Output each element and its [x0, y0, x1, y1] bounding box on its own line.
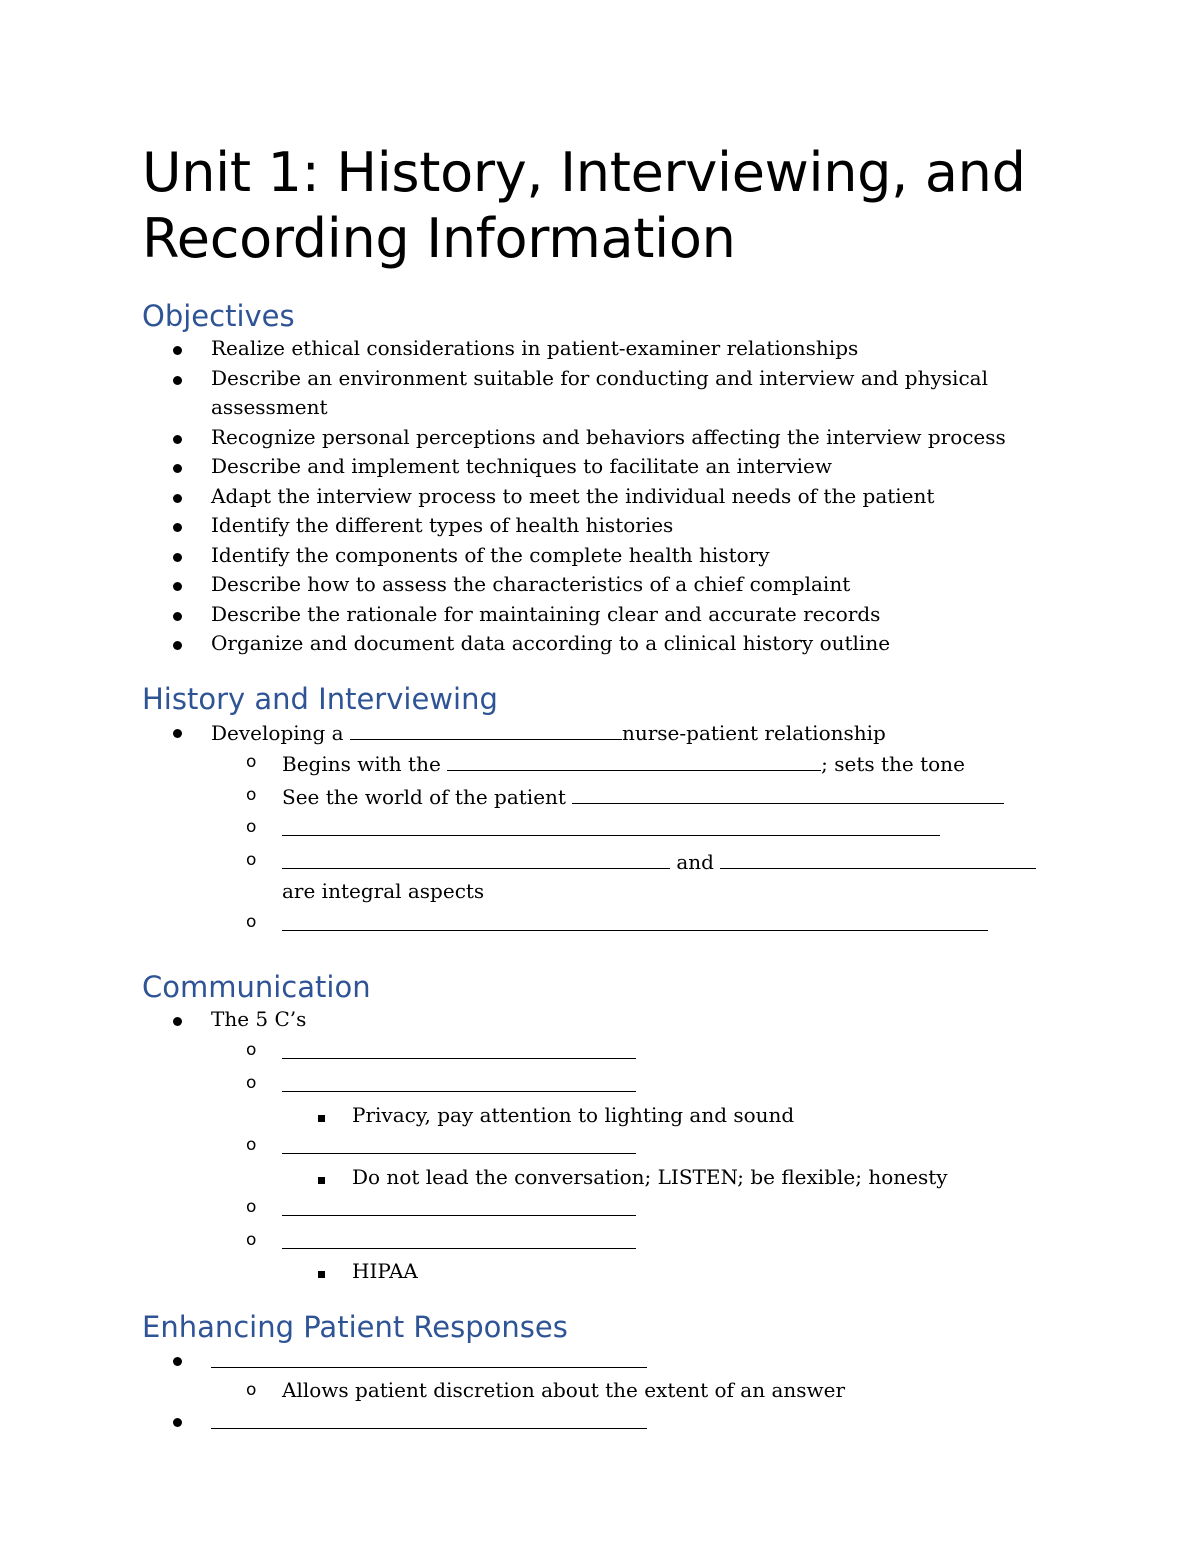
- hollow-circle-bullet-icon: o: [246, 1135, 257, 1155]
- list-item: [142, 1131, 1062, 1163]
- list-item: Organize and document data according to a clinical history outline: [142, 629, 1062, 659]
- communication-list: [142, 1005, 1062, 1287]
- hollow-circle-bullet-icon: o: [246, 784, 257, 805]
- list-item: [142, 1193, 1062, 1225]
- title-line-1: Unit 1: History, Interviewing, and: [142, 141, 1026, 204]
- fill-in-blank[interactable]: [282, 1131, 636, 1154]
- document-content: [142, 140, 1062, 1437]
- square-bullet-icon: [318, 1163, 325, 1193]
- hollow-circle-bullet-icon: o: [246, 752, 257, 772]
- list-item: [142, 1069, 1062, 1101]
- list-item: Privacy, pay attention to lighting and sound: [142, 1101, 1062, 1131]
- list-item: [142, 1226, 1062, 1258]
- list-item: [142, 1345, 1062, 1377]
- bullet-icon: [173, 334, 182, 364]
- list-item: Realize ethical considerations in patient-examiner relationships: [142, 334, 1062, 364]
- list-item: o See the world of the patient: [142, 781, 1062, 813]
- fill-in-blank[interactable]: [282, 908, 988, 931]
- hollow-circle-bullet-icon: o: [246, 911, 257, 932]
- objectives-list: [142, 334, 1062, 659]
- history-list: [142, 717, 1062, 940]
- bullet-icon: [173, 1406, 182, 1436]
- list-item: The 5 C’s: [142, 1005, 1062, 1035]
- bullet-icon: [173, 541, 182, 571]
- square-bullet-icon: [318, 1257, 325, 1287]
- hollow-circle-bullet-icon: o: [246, 1039, 257, 1060]
- fill-in-blank[interactable]: [282, 1069, 636, 1092]
- fill-in-blank[interactable]: [720, 846, 1036, 869]
- fill-in-blank[interactable]: [350, 717, 622, 740]
- hollow-circle-bullet-icon: o: [246, 817, 257, 837]
- list-item: Describe and implement techniques to facilitate an interview: [142, 452, 1062, 482]
- list-item: HIPAA: [142, 1257, 1062, 1287]
- bullet-icon: [173, 364, 182, 394]
- hollow-circle-bullet-icon: o: [246, 1229, 257, 1250]
- fill-in-blank[interactable]: [282, 846, 670, 869]
- objectives-heading: Objectives: [142, 299, 295, 333]
- bullet-icon: [173, 423, 182, 453]
- fill-in-blank[interactable]: [447, 748, 821, 771]
- square-bullet-icon: [318, 1101, 325, 1131]
- communication-heading: Communication: [142, 970, 371, 1004]
- hollow-circle-bullet-icon: o: [246, 1197, 257, 1217]
- fill-in-blank[interactable]: [282, 1036, 636, 1059]
- fill-in-blank[interactable]: [211, 1406, 647, 1429]
- bullet-icon: [173, 717, 182, 747]
- document-title: [142, 140, 1062, 272]
- list-item: o Allows patient discretion about the extent of an answer: [142, 1376, 1062, 1406]
- enhancing-heading: Enhancing Patient Responses: [142, 1309, 568, 1344]
- list-item: Describe an environment suitable for conducting and interview and physical assessment: [142, 364, 1062, 423]
- history-heading: History and Interviewing: [142, 681, 498, 716]
- bullet-icon: [173, 511, 182, 541]
- bullet-icon: [173, 570, 182, 600]
- list-item: Developing a nurse-patient relationship: [142, 717, 1062, 749]
- list-item: Identify the different types of health histories: [142, 511, 1062, 541]
- list-item: Identify the components of the complete health history: [142, 541, 1062, 571]
- title-line-2: Recording Information: [142, 207, 736, 270]
- list-item: [142, 908, 1062, 940]
- fill-in-blank[interactable]: [282, 1193, 636, 1216]
- list-item: Do not lead the conversation; LISTEN; be flexible; honesty: [142, 1163, 1062, 1193]
- list-item: Recognize personal perceptions and behaviors affecting the interview process: [142, 423, 1062, 453]
- enhancing-list: [142, 1345, 1062, 1438]
- hollow-circle-bullet-icon: o: [246, 1380, 257, 1400]
- bullet-icon: [173, 482, 182, 512]
- hollow-circle-bullet-icon: o: [246, 849, 257, 870]
- list-item: Adapt the interview process to meet the individual needs of the patient: [142, 482, 1062, 512]
- bullet-icon: [173, 452, 182, 482]
- list-item: [142, 813, 1062, 845]
- fill-in-blank[interactable]: [282, 813, 940, 836]
- list-item: [142, 1406, 1062, 1438]
- fill-in-blank[interactable]: [282, 1226, 636, 1249]
- hollow-circle-bullet-icon: o: [246, 1073, 257, 1093]
- list-item: [142, 1036, 1062, 1068]
- list-item: o Begins with the ; sets the tone: [142, 748, 1062, 780]
- bullet-icon: [173, 1345, 182, 1375]
- bullet-icon: [173, 629, 182, 659]
- bullet-icon: [173, 1005, 182, 1035]
- list-item: Describe how to assess the characteristics of a chief complaint: [142, 570, 1062, 600]
- bullet-icon: [173, 600, 182, 630]
- list-item: o and are integral aspects: [142, 846, 1062, 907]
- list-item: Describe the rationale for maintaining clear and accurate records: [142, 600, 1062, 630]
- fill-in-blank[interactable]: [211, 1345, 647, 1368]
- fill-in-blank[interactable]: [572, 781, 1004, 804]
